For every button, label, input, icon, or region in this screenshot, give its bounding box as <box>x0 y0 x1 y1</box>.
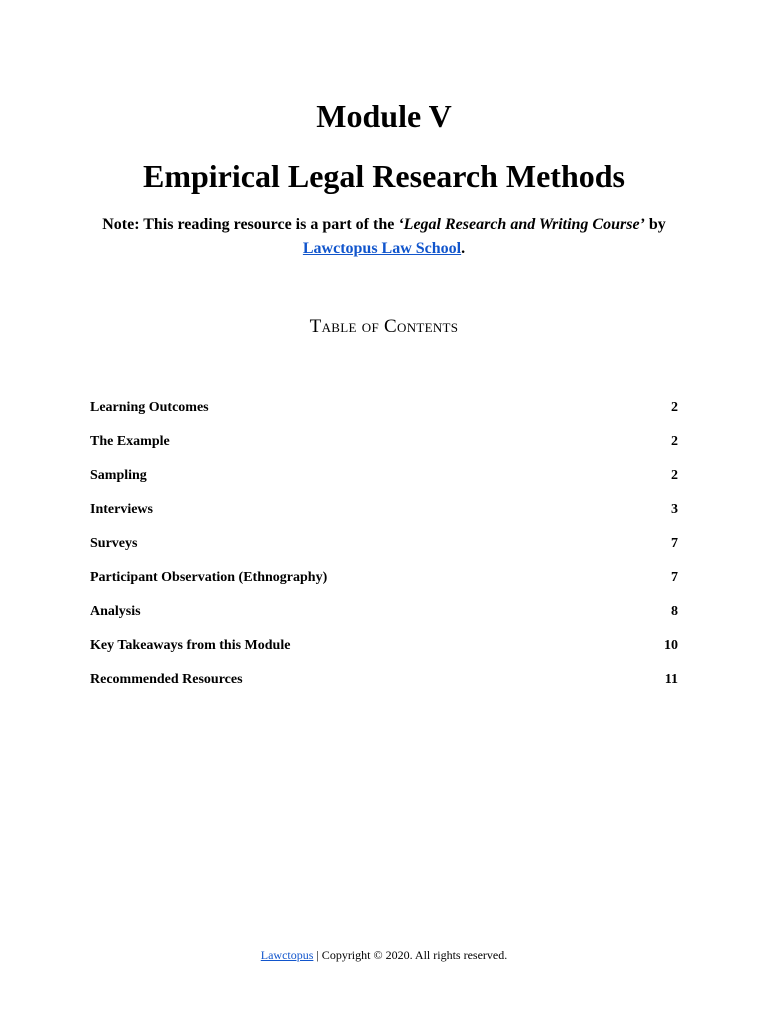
module-title: Module V <box>316 98 452 134</box>
toc-entry-interviews[interactable] <box>90 498 678 532</box>
toc-entry-recommended-resources[interactable] <box>90 668 678 702</box>
toc-entry-learning-outcomes[interactable] <box>90 396 678 430</box>
course-note <box>60 213 708 261</box>
toc-list <box>90 396 678 702</box>
toc-entry-page: 11 <box>664 672 678 687</box>
toc-entry-label: Recommended Resources <box>90 672 243 687</box>
toc-entry-participant-observation[interactable] <box>90 566 678 600</box>
toc-entry-the-example[interactable] <box>90 430 678 464</box>
course-name: ‘Legal Research and Writing Course’ <box>398 216 645 233</box>
toc-entry-label: Sampling <box>90 468 147 483</box>
document-title: Empirical Legal Research Methods <box>142 158 625 194</box>
toc-entry-page: 7 <box>671 536 678 551</box>
toc-entry-label: Interviews <box>90 502 153 517</box>
note-end: . <box>461 240 466 257</box>
toc-entry-label: Surveys <box>90 536 138 551</box>
toc-entry-label: Key Takeaways from this Module <box>90 638 291 653</box>
lawctopus-law-school-link[interactable]: Lawctopus Law School <box>302 240 462 257</box>
toc-entry-page: 7 <box>671 570 678 585</box>
copyright-text: | Copyright © 2020. All rights reserved. <box>313 948 508 962</box>
toc-entry-label: Participant Observation (Ethnography) <box>90 570 328 585</box>
toc-entry-surveys[interactable] <box>90 532 678 566</box>
toc-entry-page: 2 <box>671 400 678 415</box>
toc-entry-label: The Example <box>90 434 170 449</box>
toc-entry-label: Learning Outcomes <box>90 400 209 415</box>
toc-entry-key-takeaways[interactable] <box>90 634 678 668</box>
toc-entry-page: 2 <box>671 434 678 449</box>
page-footer <box>0 945 768 965</box>
note-prefix: Note: This reading resource is a part of the <box>102 216 399 233</box>
toc-entry-page: 8 <box>671 604 678 619</box>
toc-entry-page: 10 <box>664 638 678 653</box>
toc-entry-page: 3 <box>671 502 678 517</box>
toc-heading: Table of Contents <box>309 316 459 337</box>
lawctopus-footer-link[interactable]: Lawctopus <box>260 948 314 962</box>
toc-entry-label: Analysis <box>90 604 141 619</box>
toc-entry-sampling[interactable] <box>90 464 678 498</box>
toc-entry-analysis[interactable] <box>90 600 678 634</box>
toc-entry-page: 2 <box>671 468 678 483</box>
note-by: by <box>644 216 666 233</box>
